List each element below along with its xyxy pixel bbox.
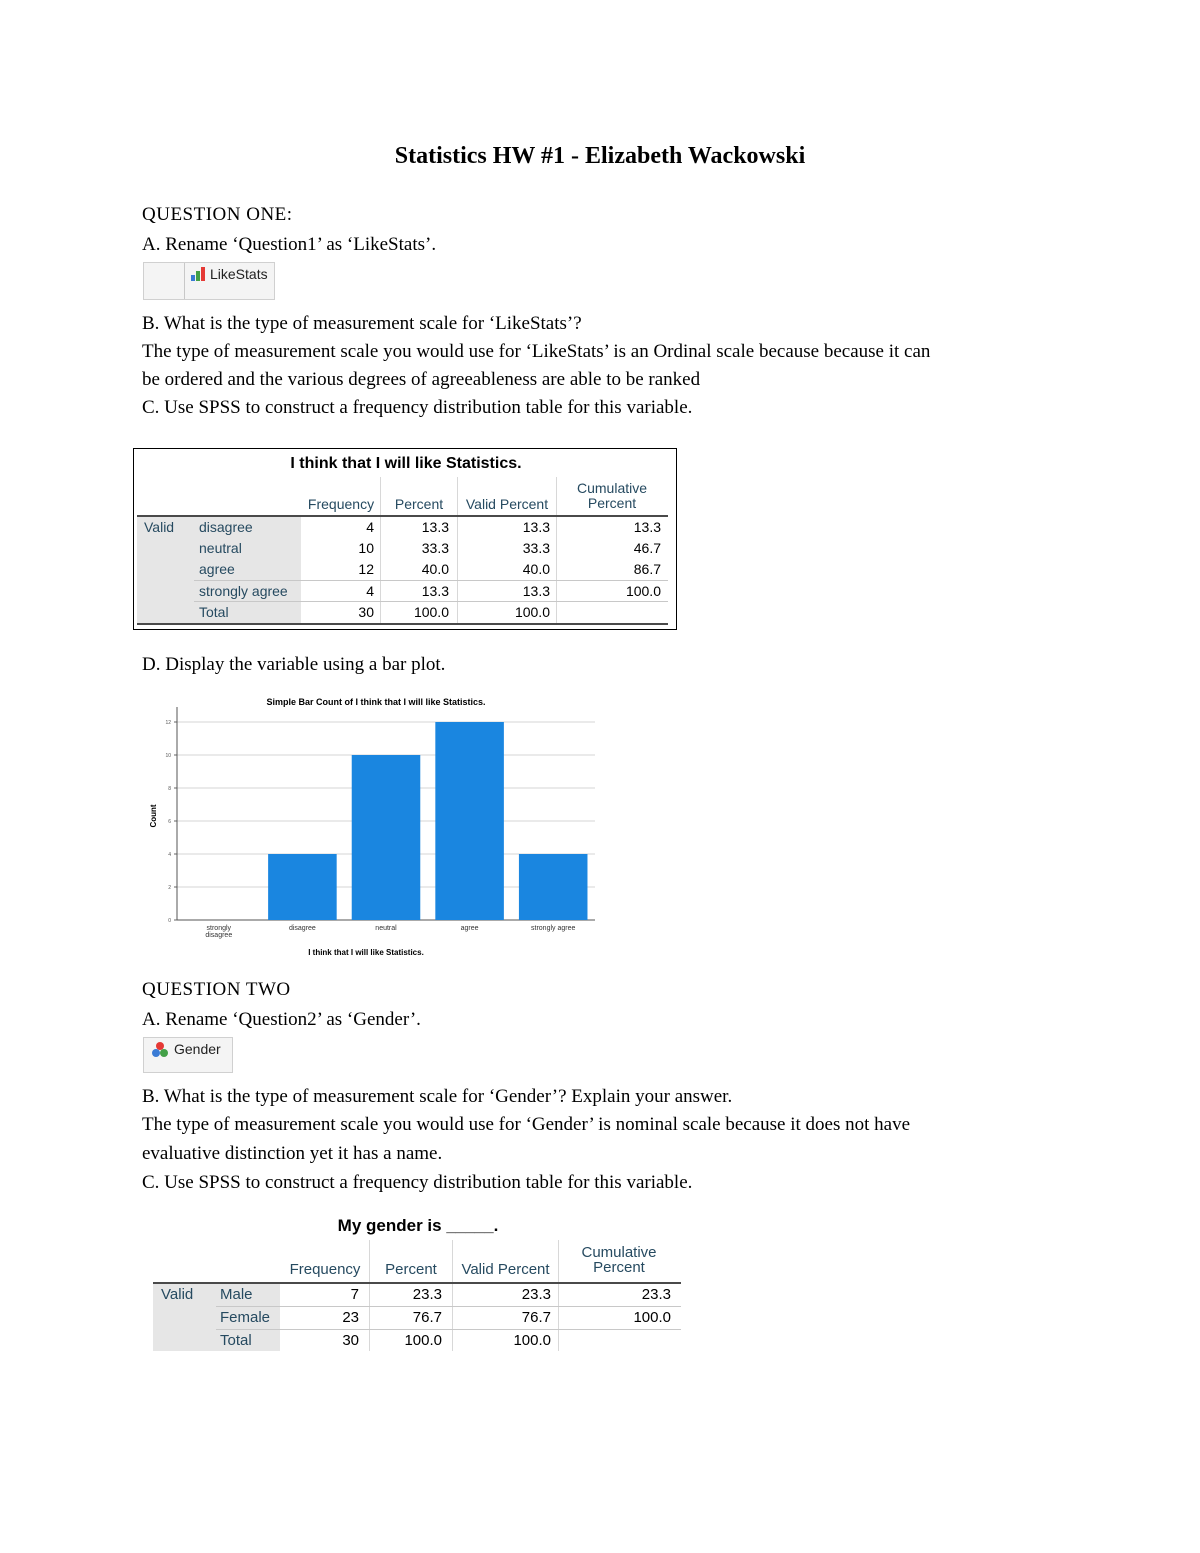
q2-part-a: A. Rename ‘Question2’ as ‘Gender’. <box>142 1009 421 1030</box>
q2-answer-line-2: evaluative distinction yet it has a name. <box>142 1143 443 1164</box>
cell-percent: 13.3 <box>421 519 449 535</box>
cell-frequency: 7 <box>350 1286 359 1303</box>
cell-valid-percent: 13.3 <box>522 519 550 535</box>
q1-part-a: A. Rename ‘Question1’ as ‘LikeStats’. <box>142 234 437 255</box>
cell-valid-percent: 13.3 <box>522 583 550 599</box>
cell-frequency: 23 <box>342 1309 359 1326</box>
q2-heading: QUESTION TWO <box>142 979 291 1000</box>
likestats-variable-chip <box>143 262 275 300</box>
q1-part-b: B. What is the type of measurement scale for ‘LikeStats’? <box>142 313 582 334</box>
cell-cumulative: 86.7 <box>633 561 661 577</box>
nominal-measure-icon <box>151 1041 169 1059</box>
row-label: disagree <box>199 519 253 535</box>
bar <box>519 854 588 920</box>
cell-percent: 100.0 <box>404 1332 442 1349</box>
header-percent: Percent <box>385 1261 437 1278</box>
cell-valid-percent: 40.0 <box>522 561 550 577</box>
gender-chip-label: Gender <box>174 1041 221 1057</box>
likestats-bar-chart <box>145 690 605 965</box>
cell-percent: 40.0 <box>421 561 449 577</box>
cell-percent: 76.7 <box>412 1309 442 1326</box>
likestats-frequency-table <box>133 448 677 630</box>
cell-cumulative: 100.0 <box>633 1309 671 1326</box>
q1-part-c: C. Use SPSS to construct a frequency distribution table for this variable. <box>142 397 693 418</box>
row-label: Male <box>220 1286 253 1303</box>
chip-divider <box>184 263 185 299</box>
bar <box>352 755 421 920</box>
row-label: neutral <box>199 540 242 556</box>
likestats-chip-label: LikeStats <box>210 266 268 282</box>
table-title: My gender is _____. <box>337 1216 499 1235</box>
cell-frequency: 4 <box>366 583 374 599</box>
header-cumulative-percent: Cumulative Percent <box>581 1244 657 1276</box>
header-frequency: Frequency <box>289 1261 361 1278</box>
ordinal-measure-icon <box>190 266 206 282</box>
q2-part-c: C. Use SPSS to construct a frequency distribution table for this variable. <box>142 1172 693 1193</box>
cell-frequency: 30 <box>358 604 374 620</box>
group-label-valid: Valid <box>161 1286 194 1303</box>
x-tick-label: disagree <box>205 932 233 939</box>
y-tick-label: 0 <box>168 918 171 924</box>
group-label-valid: Valid <box>144 519 175 535</box>
row-label: strongly agree <box>199 583 288 599</box>
table-title: I think that I will like Statistics. <box>290 455 522 472</box>
cell-valid-percent: 100.0 <box>514 604 550 620</box>
cell-valid-percent: 33.3 <box>522 540 550 556</box>
bar-chart-svg <box>145 690 605 965</box>
x-axis-label: I think that I will like Statistics. <box>308 948 424 957</box>
gender-frequency-table <box>153 1212 683 1352</box>
cell-cumulative: 100.0 <box>625 583 661 599</box>
q1-heading: QUESTION ONE: <box>142 204 293 225</box>
header-cumulative-percent: Cumulative Percent <box>576 480 648 511</box>
q1-answer-line-2: be ordered and the various degrees of agreeableness are able to be ranked <box>142 369 701 390</box>
cell-percent: 100.0 <box>413 604 449 620</box>
bar <box>268 854 337 920</box>
header-frequency: Frequency <box>307 496 375 512</box>
chart-title: Simple Bar Count of I think that I will like Statistics. <box>266 697 486 707</box>
x-tick-label: strongly agree <box>531 925 576 932</box>
cell-cumulative: 46.7 <box>633 540 661 556</box>
cell-percent: 23.3 <box>412 1286 442 1303</box>
q1-answer-line-1: The type of measurement scale you would use for ‘LikeStats’ is an Ordinal scale because because it can <box>142 341 931 362</box>
row-label-total: Total <box>220 1332 252 1349</box>
gender-variable-chip <box>143 1037 233 1073</box>
cell-cumulative: 13.3 <box>633 519 661 535</box>
bar <box>435 722 504 920</box>
header-valid-percent: Valid Percent <box>461 1261 550 1278</box>
cell-cumulative: 23.3 <box>641 1286 671 1303</box>
cell-frequency: 4 <box>366 519 374 535</box>
document-title: Statistics HW #1 - Elizabeth Wackowski <box>394 143 806 169</box>
q1-part-d: D. Display the variable using a bar plot. <box>142 654 446 675</box>
cell-valid-percent: 23.3 <box>521 1286 551 1303</box>
y-tick-label: 4 <box>168 852 171 858</box>
x-tick-label: agree <box>460 925 479 932</box>
q2-answer-line-1: The type of measurement scale you would use for ‘Gender’ is nominal scale because it does not have <box>142 1114 911 1135</box>
header-valid-percent: Valid Percent <box>465 496 549 512</box>
row-label: agree <box>199 561 235 577</box>
cell-frequency: 12 <box>358 561 374 577</box>
header-percent: Percent <box>394 496 444 512</box>
x-tick-label: strongly <box>206 925 232 932</box>
cell-frequency: 10 <box>358 540 374 556</box>
row-label: Female <box>220 1309 271 1326</box>
q2-part-b: B. What is the type of measurement scale for ‘Gender’? Explain your answer. <box>142 1086 733 1107</box>
cell-valid-percent: 76.7 <box>521 1309 551 1326</box>
cell-percent: 33.3 <box>421 540 449 556</box>
y-axis-label: Count <box>149 804 158 828</box>
y-tick-label: 2 <box>168 885 171 891</box>
x-tick-label: disagree <box>288 925 316 932</box>
x-tick-label: neutral <box>375 925 397 932</box>
cell-valid-percent: 100.0 <box>513 1332 551 1349</box>
y-tick-label: 6 <box>168 819 171 825</box>
cell-frequency: 30 <box>342 1332 359 1349</box>
y-tick-label: 12 <box>165 720 171 726</box>
row-label-total: Total <box>199 604 229 620</box>
y-tick-label: 8 <box>168 786 171 792</box>
cell-percent: 13.3 <box>421 583 449 599</box>
y-tick-label: 10 <box>165 753 171 759</box>
